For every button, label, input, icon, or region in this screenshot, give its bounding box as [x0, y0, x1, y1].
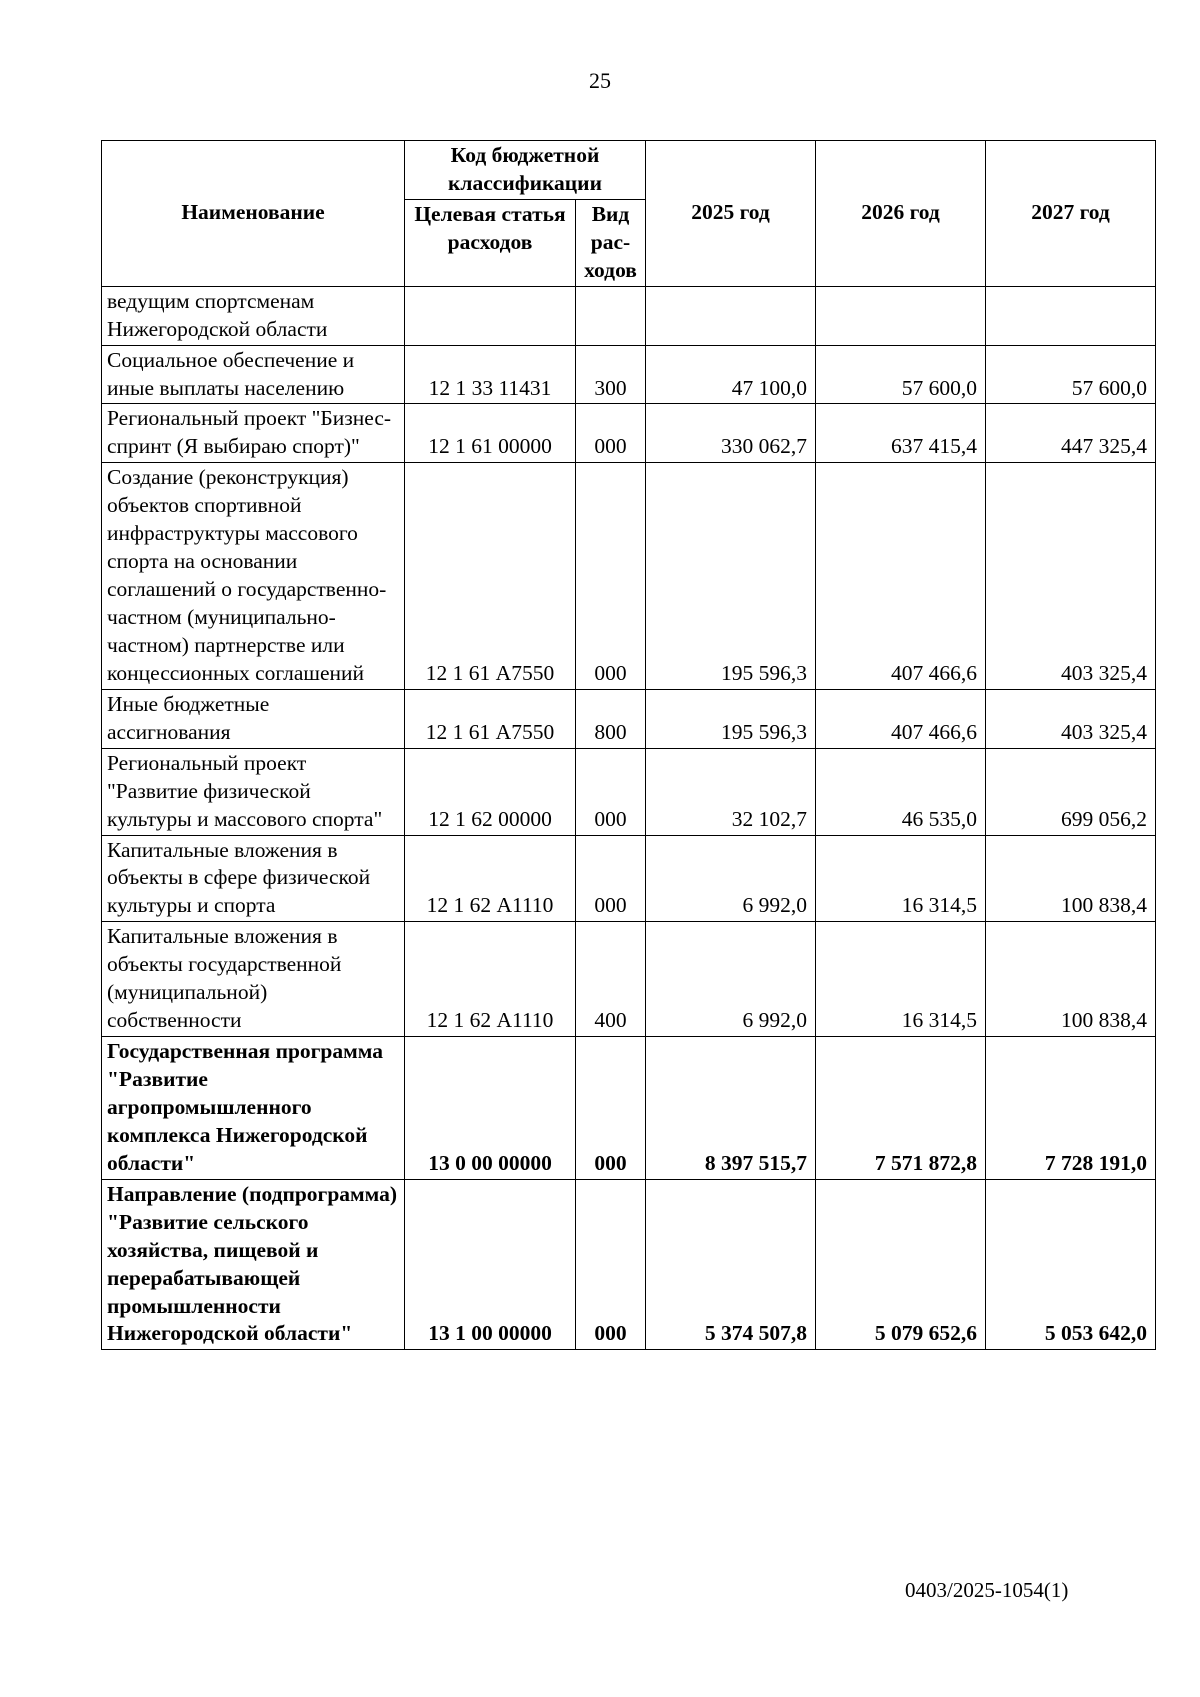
- page-number: 25: [589, 68, 611, 93]
- row-value-2026: 16 314,5: [816, 835, 986, 922]
- table-row: [102, 835, 1156, 922]
- row-value-2026: [816, 286, 986, 345]
- table-body: [102, 286, 1156, 1350]
- row-name: Капитальные вложения в объекты государственной (муниципальной) собственности: [102, 922, 405, 1037]
- row-name: ведущим спортсменам Нижегородской области: [102, 286, 405, 345]
- row-value-2025: [646, 286, 816, 345]
- row-value-2026: 637 415,4: [816, 404, 986, 463]
- row-target-article: 12 1 62 00000: [405, 748, 576, 835]
- row-value-2025: 6 992,0: [646, 922, 816, 1037]
- header-code-group: Код бюджетной классификации: [405, 141, 646, 200]
- header-year-2026: 2026 год: [816, 141, 986, 287]
- table-row: [102, 748, 1156, 835]
- row-target-article: 13 1 00 00000: [405, 1179, 576, 1350]
- row-target-article: 12 1 62 А1110: [405, 922, 576, 1037]
- row-name: Иные бюджетные ассигнования: [102, 689, 405, 748]
- row-expense-kind: 000: [576, 1179, 646, 1350]
- table-row: [102, 463, 1156, 690]
- header-expense-kind: Вид рас-ходов: [576, 199, 646, 286]
- row-expense-kind: [576, 286, 646, 345]
- row-target-article: 12 1 33 11431: [405, 345, 576, 404]
- row-name: Создание (реконструкция) объектов спортивной инфраструктуры массового спорта на основании соглашений о государственно-частном (муниципально-частном) партнерстве или концессионных соглашений: [102, 463, 405, 690]
- budget-table: [101, 140, 1156, 1350]
- header-target-article: Целевая статья расходов: [405, 199, 576, 286]
- row-value-2027: 5 053 642,0: [986, 1179, 1156, 1350]
- row-value-2025: 8 397 515,7: [646, 1037, 816, 1180]
- row-value-2027: 100 838,4: [986, 835, 1156, 922]
- header-year-2025: 2025 год: [646, 141, 816, 287]
- row-expense-kind: 000: [576, 748, 646, 835]
- row-value-2026: 407 466,6: [816, 463, 986, 690]
- row-value-2027: 403 325,4: [986, 463, 1156, 690]
- row-value-2025: 5 374 507,8: [646, 1179, 816, 1350]
- row-expense-kind: 000: [576, 463, 646, 690]
- row-value-2027: [986, 286, 1156, 345]
- row-value-2025: 32 102,7: [646, 748, 816, 835]
- row-value-2027: 100 838,4: [986, 922, 1156, 1037]
- row-value-2026: 16 314,5: [816, 922, 986, 1037]
- header-year-2027: 2027 год: [986, 141, 1156, 287]
- row-name: Региональный проект "Бизнес-спринт (Я выбираю спорт)": [102, 404, 405, 463]
- row-value-2026: 7 571 872,8: [816, 1037, 986, 1180]
- row-name: Направление (подпрограмма) "Развитие сельского хозяйства, пищевой и перерабатывающей промышленности Нижегородской области": [102, 1179, 405, 1350]
- table-row: [102, 345, 1156, 404]
- row-expense-kind: 800: [576, 689, 646, 748]
- row-name: Социальное обеспечение и иные выплаты населению: [102, 345, 405, 404]
- row-target-article: 12 1 61 А7550: [405, 463, 576, 690]
- row-value-2026: 46 535,0: [816, 748, 986, 835]
- document-code: 0403/2025-1054(1): [905, 1578, 1069, 1602]
- row-value-2026: 57 600,0: [816, 345, 986, 404]
- row-value-2025: 195 596,3: [646, 463, 816, 690]
- table-row: [102, 404, 1156, 463]
- row-value-2027: 7 728 191,0: [986, 1037, 1156, 1180]
- row-expense-kind: 300: [576, 345, 646, 404]
- row-expense-kind: 000: [576, 404, 646, 463]
- row-expense-kind: 400: [576, 922, 646, 1037]
- row-value-2027: 57 600,0: [986, 345, 1156, 404]
- row-value-2025: 330 062,7: [646, 404, 816, 463]
- row-value-2027: 403 325,4: [986, 689, 1156, 748]
- row-expense-kind: 000: [576, 835, 646, 922]
- row-target-article: 12 1 61 А7550: [405, 689, 576, 748]
- row-value-2026: 5 079 652,6: [816, 1179, 986, 1350]
- row-target-article: 13 0 00 00000: [405, 1037, 576, 1180]
- row-value-2027: 699 056,2: [986, 748, 1156, 835]
- row-expense-kind: 000: [576, 1037, 646, 1180]
- row-name: Капитальные вложения в объекты в сфере физической культуры и спорта: [102, 835, 405, 922]
- row-target-article: [405, 286, 576, 345]
- header-name: Наименование: [102, 141, 405, 287]
- table-row: [102, 286, 1156, 345]
- row-value-2027: 447 325,4: [986, 404, 1156, 463]
- row-value-2026: 407 466,6: [816, 689, 986, 748]
- row-target-article: 12 1 62 А1110: [405, 835, 576, 922]
- table-row: [102, 922, 1156, 1037]
- table-row: [102, 1037, 1156, 1180]
- table-row: [102, 689, 1156, 748]
- table-row: [102, 1179, 1156, 1350]
- row-value-2025: 47 100,0: [646, 345, 816, 404]
- row-value-2025: 195 596,3: [646, 689, 816, 748]
- row-name: Государственная программа "Развитие агропромышленного комплекса Нижегородской области": [102, 1037, 405, 1180]
- row-target-article: 12 1 61 00000: [405, 404, 576, 463]
- row-name: Региональный проект "Развитие физической культуры и массового спорта": [102, 748, 405, 835]
- row-value-2025: 6 992,0: [646, 835, 816, 922]
